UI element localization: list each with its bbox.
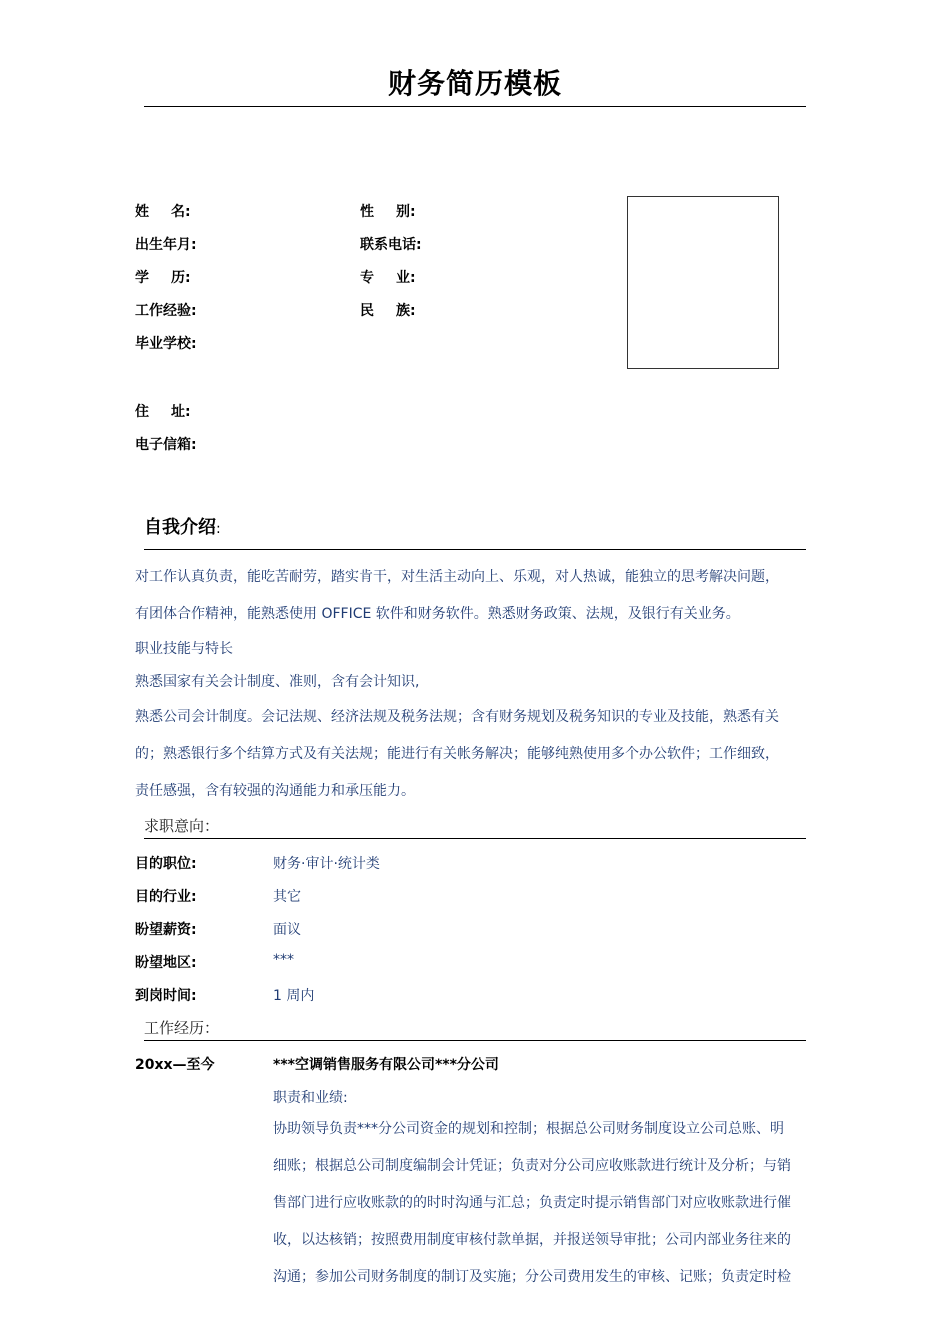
phone-label: 联系电话: (360, 237, 422, 253)
birth-label: 出生年月: (135, 237, 197, 253)
email-label: 电子信箱: (135, 437, 197, 453)
photo-placeholder (627, 196, 779, 369)
duties-label: 职责和业绩: (273, 1090, 348, 1106)
duty-line: 细账；根据总公司制度编制会计凭证；负责对分公司应收账款进行统计及分析；与销 (273, 1158, 791, 1174)
intent-key: 到岗时间: (135, 988, 197, 1004)
intro-rule (144, 549, 806, 550)
intro-line: 对工作认真负责，能吃苦耐劳，踏实肯干，对生活主动向上、乐观，对人热诚，能独立的思考解决问题， (135, 569, 779, 585)
duty-line: 收，以达核销；按照费用制度审核付款单据，并报送领导审批；公司内部业务往来的 (273, 1232, 791, 1248)
address-label: 住址: (135, 404, 191, 420)
work-rule (144, 1040, 806, 1041)
intent-value: 1 周内 (273, 988, 315, 1004)
experience-label: 工作经验: (135, 303, 197, 319)
major-label: 专业: (360, 270, 416, 286)
intent-key: 目的行业: (135, 889, 197, 905)
intro-line: 熟悉国家有关会计制度、准则，含有会计知识, (135, 674, 420, 690)
intro-line: 有团体合作精神，能熟悉使用 OFFICE 软件和财务软件。熟悉财务政策、法规，及银行有关业务。 (135, 606, 740, 622)
intro-line: 责任感强，含有较强的沟通能力和承压能力。 (135, 783, 415, 799)
intent-key: 盼望薪资: (135, 922, 197, 938)
work-company: ***空调销售服务有限公司***分公司 (273, 1057, 499, 1073)
education-label: 学历: (135, 270, 191, 286)
intro-text (135, 559, 815, 810)
intro-heading: 自我介绍: (144, 517, 221, 538)
duty-line: 协助领导负责***分公司资金的规划和控制；根据总公司财务制度设立公司总账、明 (273, 1121, 784, 1137)
intent-value: 面议 (273, 922, 301, 938)
duty-line: 售部门进行应收账款的的时时沟通与汇总；负责定时提示销售部门对应收账款进行催 (273, 1195, 791, 1211)
intent-key: 盼望地区: (135, 955, 197, 971)
gender-label: 性别: (360, 204, 416, 220)
work-duties-text (273, 1111, 813, 1296)
duty-line: 沟通；参加公司财务制度的制订及实施；分公司费用发生的审核、记账；负责定时检 (273, 1269, 791, 1285)
work-period: 20xx—至今 (135, 1057, 215, 1073)
ethnicity-label: 民族: (360, 303, 416, 319)
name-label: 姓名: (135, 204, 191, 220)
skills-heading: 职业技能与特长 (135, 641, 233, 657)
intro-line: 的；熟悉银行多个结算方式及有关法规；能进行有关帐务解决；能够纯熟使用多个办公软件；工作细致， (135, 746, 779, 762)
intent-value: 其它 (273, 889, 301, 905)
intent-value: *** (273, 952, 294, 968)
intro-line: 熟悉公司会计制度。会记法规、经济法规及税务法规；含有财务规划及税务知识的专业及技能，熟悉有关 (135, 709, 779, 725)
intent-key: 目的职位: (135, 856, 197, 872)
job-intent-rule (144, 838, 806, 839)
title-underline (144, 106, 806, 107)
intent-value: 财务·审计·统计类 (273, 856, 380, 872)
document-title: 财务简历模板 (387, 67, 562, 100)
school-label: 毕业学校: (135, 336, 197, 352)
job-intent-heading: 求职意向： (144, 817, 220, 835)
work-heading: 工作经历： (144, 1019, 220, 1037)
